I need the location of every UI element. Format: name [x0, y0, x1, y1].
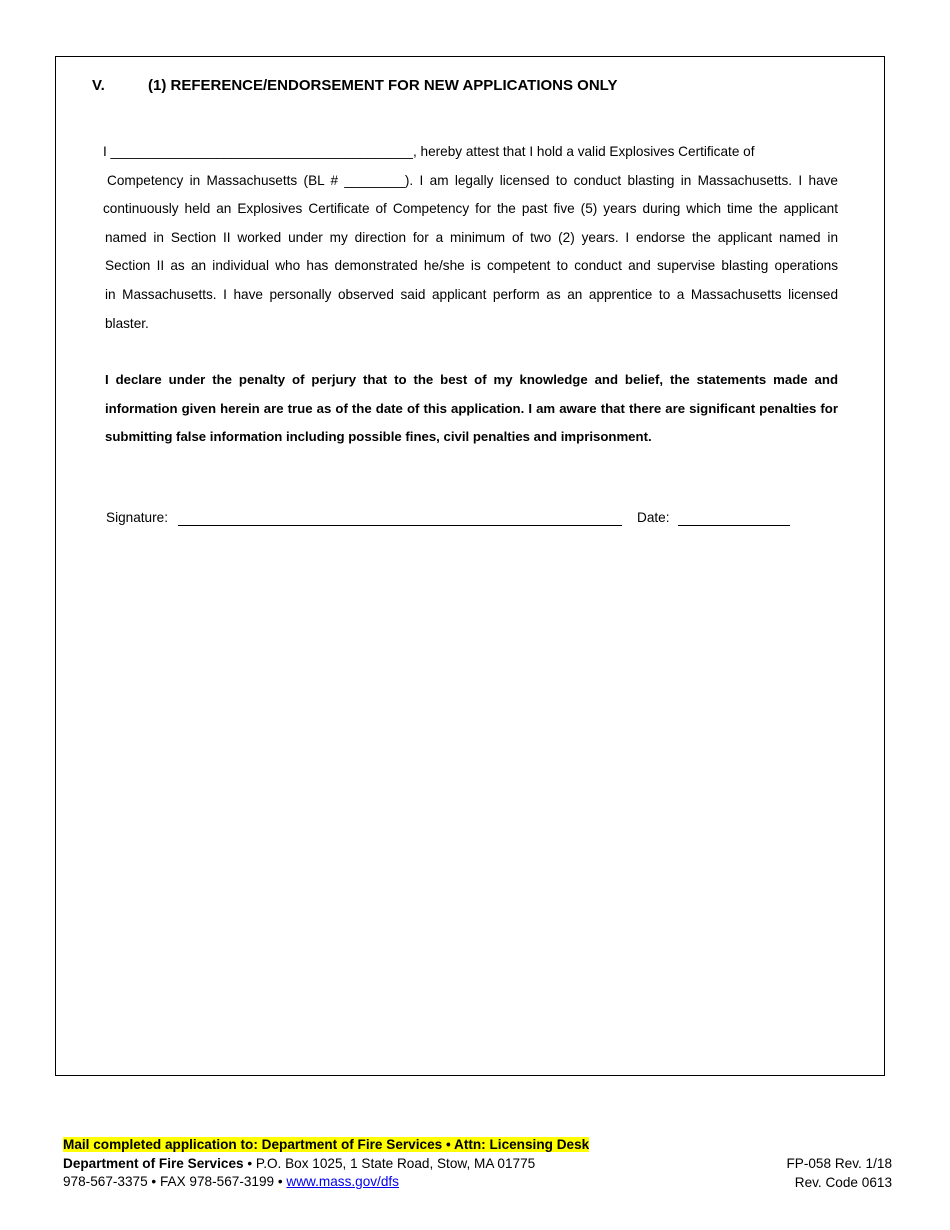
form-number: FP-058 Rev. 1/18: [786, 1156, 892, 1171]
perjury-declaration: I declare under the penalty of perjury that to the best of my knowledge and belief, the statements made and information given herein are true as of the date of this application. I am aware that there are significant penalties for submitting false information including possible fines, civil penalties and imprisonment.: [105, 372, 838, 445]
attestation-line: continuously held an Explosives Certificate of Competency for the past five (5) years during which time the applicant: [103, 201, 838, 217]
attestation-line: named in Section II worked under my direction for a minimum of two (2) years. I endorse the applicant named in: [105, 229, 838, 245]
department-address: • P.O. Box 1025, 1 State Road, Stow, MA 01775: [243, 1155, 536, 1171]
signature-label: Signature:: [106, 510, 168, 525]
attestation-line: blaster.: [105, 315, 149, 331]
mail-instruction: Mail completed application to: Department of Fire Services • Attn: Licensing Desk: [63, 1137, 590, 1152]
footer-contact: [63, 1136, 589, 1192]
section-title: (1) REFERENCE/ENDORSEMENT FOR NEW APPLICATIONS ONLY: [148, 77, 618, 94]
attestation-paragraph: [103, 138, 838, 338]
form-revision-info: [786, 1155, 892, 1192]
attestation-line: I ________________________________________, hereby attest that I hold a valid Explosives Certificate of: [103, 144, 755, 159]
website-link[interactable]: www.mass.gov/dfs: [286, 1174, 399, 1189]
attestation-line: Competency in Massachusetts (BL # ________). I am legally licensed to conduct blasting in Massachusetts. I have: [107, 172, 838, 188]
phone-fax: 978-567-3375 • FAX 978-567-3199 •: [63, 1174, 287, 1189]
section-number: V.: [92, 77, 105, 94]
date-field[interactable]: [678, 525, 790, 526]
signature-field[interactable]: [178, 525, 622, 526]
attestation-line: Section II as an individual who has demonstrated he/she is competent to conduct and supervise blasting operations: [105, 258, 838, 274]
department-name: Department of Fire Services: [63, 1155, 244, 1171]
revision-code: Rev. Code 0613: [794, 1174, 892, 1190]
attestation-line: in Massachusetts. I have personally observed said applicant perform as an apprentice to a Massachusetts licensed: [105, 286, 838, 302]
date-label: Date:: [637, 510, 670, 525]
